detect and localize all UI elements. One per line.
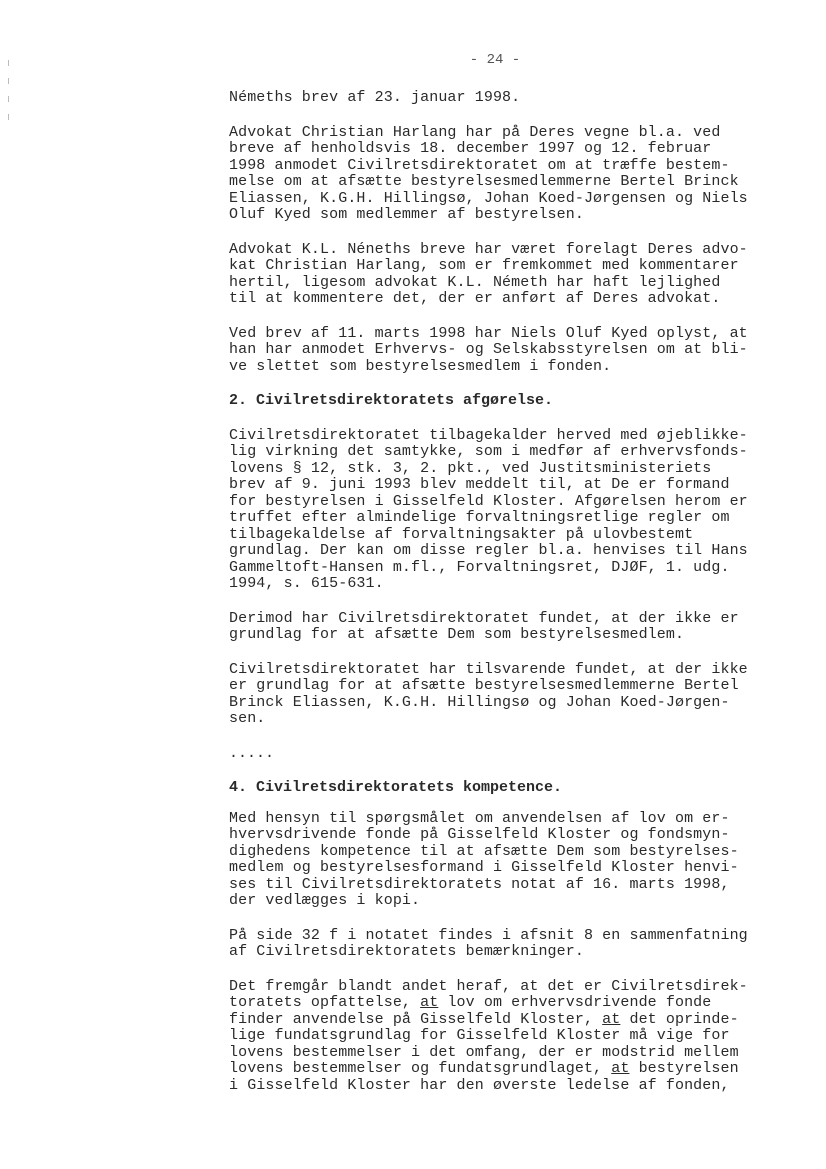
paragraph-no-grounds-dismissal: Derimod har Civilretsdirektoratet fundet, at der ikke er grundlag for at afsætte Dem som bestyrelsesmedlem. [229, 609, 739, 643]
paragraph-revocation: Civilretsdirektoratet tilbagekalder herved med øjeblikke- lig virkning det samtykke, som i medfør af erhvervsfonds- lovens § 12, stk. 3, 2. pkt., ved Justitsministeriets brev af 9. juni 1993 blev meddelt til, at De er formand for bestyrelsen i Gisselfeld Kloster. Afgørelsen herom er truffet efter almindelige forvaltningsretlige regler om tilbagekaldelse af forvaltningsakter på ulovbestemt grundlag. Der kan om disse regler bl.a. henvises til Hans Gammeltoft-Hansen m.fl., Forvaltningsret, DJØF, 1. udg. 1994, s. 615-631. [229, 426, 748, 592]
conclusion-line: toratets opfattelse, [229, 994, 421, 1011]
paragraph-kyed-letter: Ved brev af 11. marts 1998 har Niels Oluf Kyed oplyst, at han har anmodet Erhvervs- og Selskabsstyrelsen om at bli- ve slettet som bestyrelsesmedlem i fonden. [229, 324, 748, 375]
conclusion-line: det oprinde- [620, 1010, 739, 1028]
conclusion-line: lige fundatsgrundlag for Gisselfeld Kloster må vige for [229, 1027, 730, 1044]
paragraph-conclusions [229, 979, 814, 1095]
paragraph-letters-presented: Advokat K.L. Néneths breve har været forelagt Deres advo- kat Christian Harlang, som er fremkommet med kommentarer hertil, ligesom advokat K.L. Németh har haft lejlighed til at kommentere det, der er anført af Deres advokat. [229, 240, 748, 307]
conclusion-line: Det fremgår blandt andet heraf, at det er Civilretsdirek- [229, 977, 748, 995]
margin-mark [8, 78, 9, 84]
conclusion-line: lovens bestemmelser og fundatsgrundlaget, [229, 1060, 612, 1077]
page-number: - 24 - [469, 52, 521, 68]
underlined-at: at [420, 994, 439, 1011]
conclusion-line: bestyrelsen [629, 1060, 739, 1077]
paragraph-summary-reference: På side 32 f i notatet findes i afsnit 8 en sammenfatning af Civilretsdirektoratets bemærkninger. [229, 926, 748, 960]
document-body [229, 90, 814, 1112]
paragraph-harlang-request: Advokat Christian Harlang har på Deres vegne bl.a. ved breve af henholdsvis 18. december 1997 og 12. februar 1998 anmodet Civilretsdirektoratet om at træffe bestem- melse om at afsætte bestyrelsesmedlemmerne Bertel Brinck Eliassen, K.G.H. Hillingsø, Johan Koed-Jørgensen og Niels Oluf Kyed som medlemmer af bestyrelsen. [229, 123, 748, 223]
margin-mark [8, 96, 9, 102]
paragraph-competence: Med hensyn til spørgsmålet om anvendelsen af lov om er- hvervsdrivende fonde på Gisselfeld Kloster og fondsmyn- dighedens kompetence til at afsætte Dem som bestyrelses- medlem og bestyrelsesformand i Gisselfeld Kloster henvi- ses til Civilretsdirektoratets notat af 16. marts 1998, der vedlægges i kopi. [229, 809, 739, 909]
conclusion-line: i Gisselfeld Kloster har den øverste ledelse af fonden, [229, 1076, 730, 1094]
conclusion-line: lovens bestemmelser i det omfang, der er modstrid mellem [229, 1043, 739, 1061]
conclusion-line: lov om erhvervsdrivende fonde [438, 994, 712, 1011]
underlined-at: at [611, 1060, 630, 1077]
section-heading-2: 2. Civilretsdirektoratets afgørelse. [229, 392, 554, 409]
omission-ellipsis: ..... [229, 744, 275, 762]
underlined-at: at [602, 1010, 621, 1028]
conclusion-line: finder anvendelse på Gisselfeld Kloster, [229, 1010, 603, 1028]
margin-marks [8, 60, 10, 150]
paragraph-no-grounds-members: Civilretsdirektoratet har tilsvarende fundet, at der ikke er grundlag for at afsætte bestyrelsesmedlemmerne Bertel Brinck Eliassen, K.G.H. Hillingsø og Johan Koed-Jørgen- sen. [229, 660, 748, 727]
section-heading-4: 4. Civilretsdirektoratets kompetence. [229, 779, 563, 796]
margin-mark [8, 114, 9, 120]
paragraph-nemeths-letter: Némeths brev af 23. januar 1998. [229, 89, 521, 106]
